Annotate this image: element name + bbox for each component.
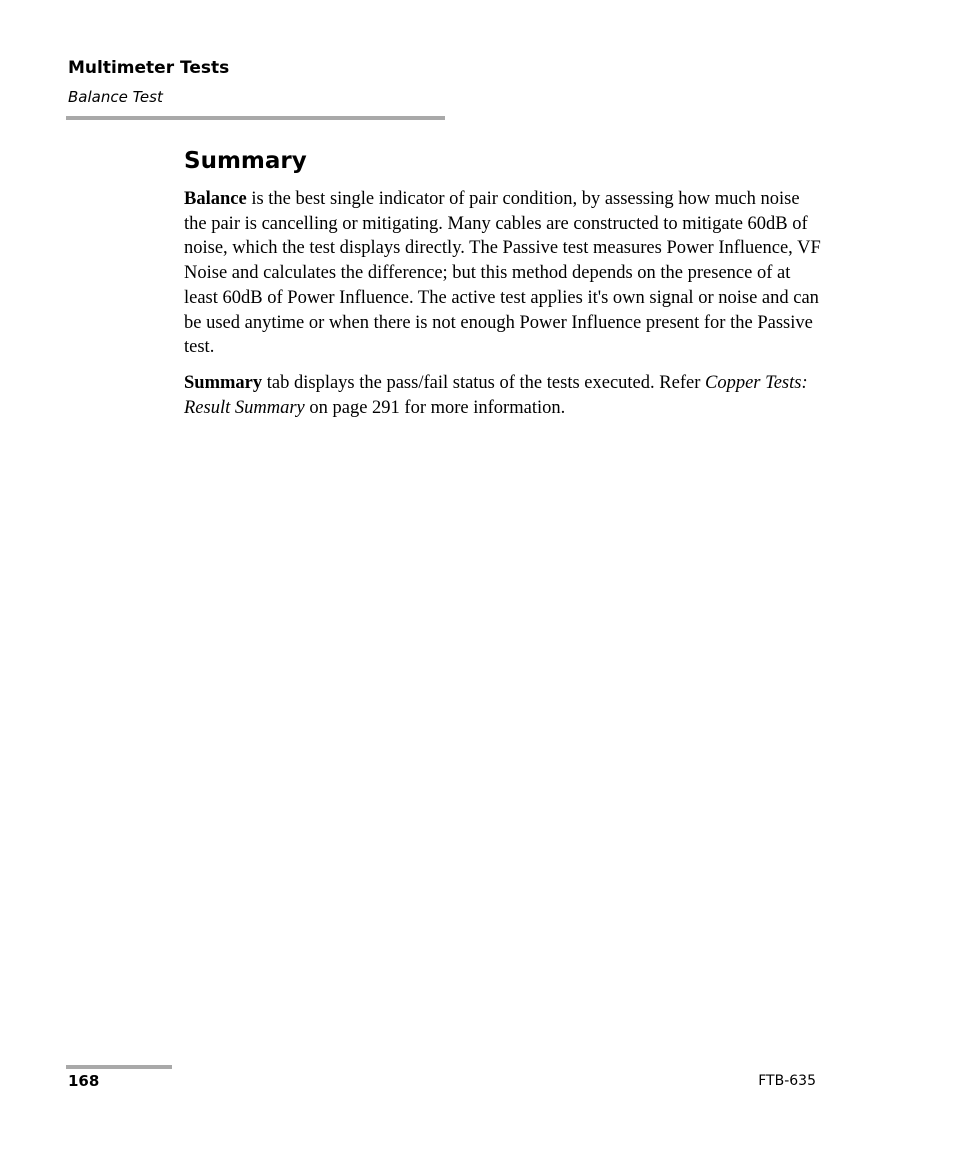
page-title: Summary bbox=[184, 148, 307, 174]
section-subtitle: Balance Test bbox=[68, 88, 163, 106]
header-divider bbox=[66, 116, 445, 120]
main-content bbox=[184, 146, 824, 431]
balance-paragraph bbox=[184, 187, 824, 360]
balance-term: Balance bbox=[184, 189, 247, 209]
cross-reference-link[interactable]: Copper Tests: Result Summary bbox=[184, 372, 808, 418]
footer-divider bbox=[66, 1065, 172, 1069]
page-number: 168 bbox=[68, 1072, 100, 1090]
balance-description: is the best single indicator of pair condition, by assessing how much noise the pair is cancelling or mitigating. Many cables are constructed to mitigate 60dB of noise, which the test displays directly. The Passive test measures Power Influence, VF Noise and calculates the difference; but this method depends on the presence of at least 60dB of Power Influence. The active test applies it's own signal or noise and can be used anytime or when there is not enough Power Influence present for the Passive test. bbox=[184, 189, 821, 358]
product-name: FTB-635 bbox=[758, 1073, 816, 1089]
summary-description-end: on page 291 for more information. bbox=[304, 397, 566, 418]
summary-paragraph bbox=[184, 371, 824, 420]
summary-term: Summary bbox=[184, 372, 263, 393]
summary-description: tab displays the pass/fail status of the tests executed. Refer bbox=[262, 372, 705, 393]
chapter-title: Multimeter Tests bbox=[68, 58, 230, 78]
